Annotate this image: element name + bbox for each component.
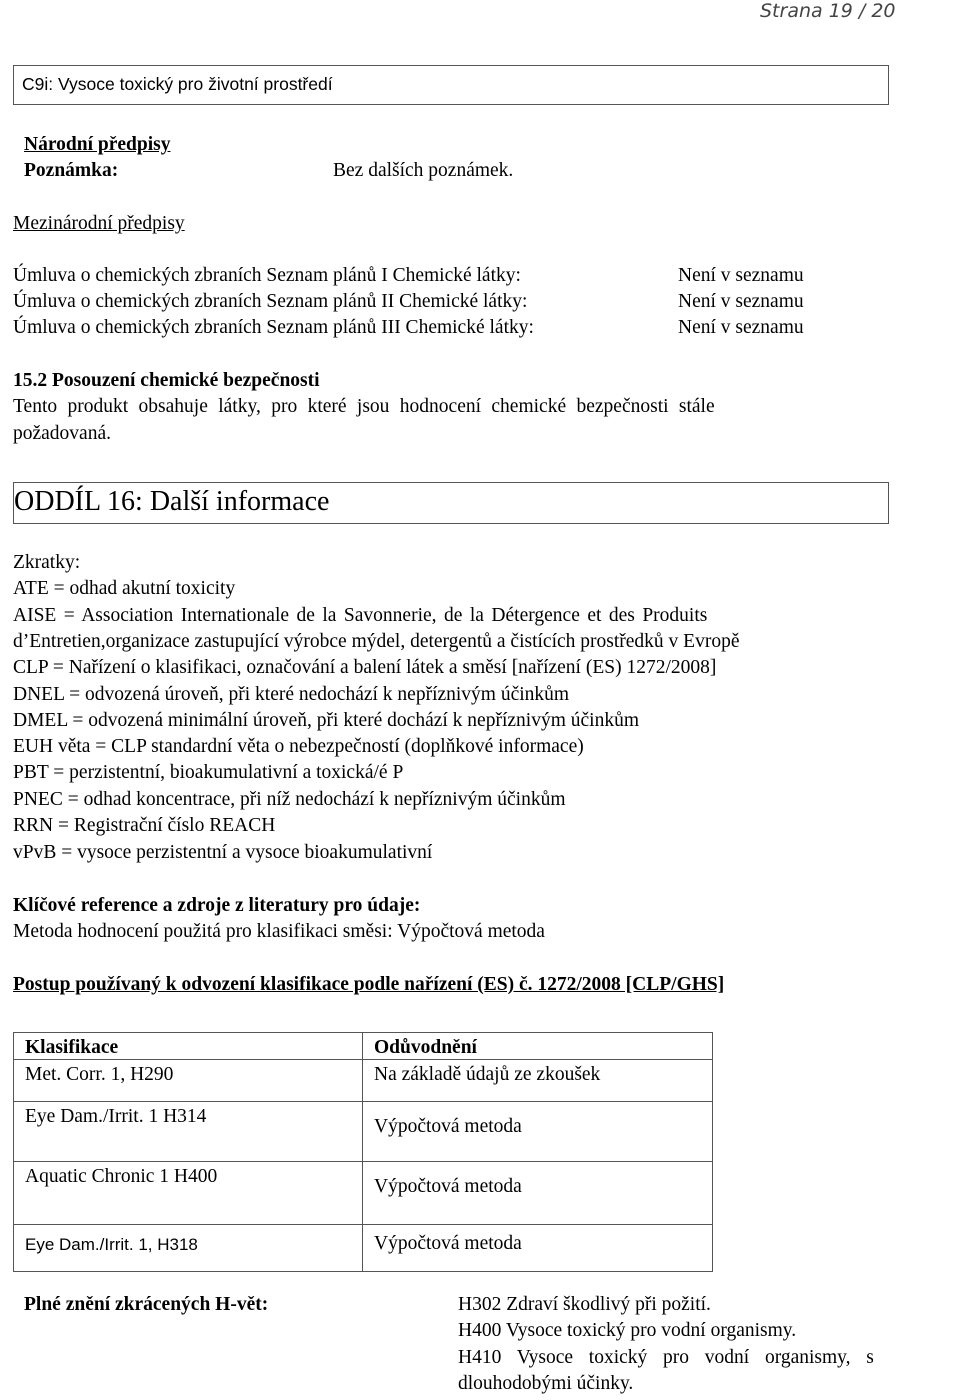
abbr-line: vPvB = vysoce perzistentní a vysoce bioakumulativní	[13, 842, 433, 863]
h-phrase-line: H410 Vysoce toxický pro vodní organismy, s	[458, 1347, 874, 1368]
safety-text-line1: Tento produkt obsahuje látky, pro které jsou hodnocení chemické bezpečnosti stále	[13, 396, 715, 417]
references-heading: Klíčové reference a zdroje z literatury pro údaje:	[13, 895, 421, 916]
classification-cell: Aquatic Chronic 1 H400	[25, 1166, 218, 1187]
safety-heading: 15.2 Posouzení chemické bezpečnosti	[13, 370, 320, 391]
abbr-line: d’Entretien,organizace zastupující výrobce mýdel, detergentů a čistících prostředků v Evropě	[13, 631, 740, 652]
international-heading: Mezinárodní předpisy	[13, 213, 185, 234]
abbr-line: PBT = perzistentní, bioakumulativní a toxická/é P	[13, 762, 404, 783]
page-number: Strana 19 / 20	[760, 0, 896, 22]
classification-table	[13, 1032, 713, 1272]
references-text: Metoda hodnocení použitá pro klasifikaci směsi: Výpočtová metoda	[13, 921, 545, 942]
classification-cell: Eye Dam./Irrit. 1, H318	[25, 1235, 198, 1254]
safety-text-line2: požadovaná.	[13, 423, 111, 444]
abbr-line: RRN = Registrační číslo REACH	[13, 815, 276, 836]
table-row	[14, 1162, 713, 1225]
h-phrases-label: Plné znění zkrácených H-vět:	[24, 1294, 269, 1315]
note-label: Poznámka:	[24, 160, 119, 181]
note-value: Bez dalších poznámek.	[333, 160, 514, 181]
classification-cell: Met. Corr. 1, H290	[25, 1064, 174, 1085]
cwc-schedule-1-label: Úmluva o chemických zbraních Seznam plánů I Chemické látky:	[13, 265, 521, 286]
h-phrase-line: H302 Zdraví škodlivý při požití.	[458, 1294, 711, 1315]
abbr-line: AISE = Association Internationale de la Savonnerie, de la Détergence et des Produits	[13, 605, 708, 626]
classification-header: Klasifikace	[25, 1037, 119, 1058]
cwc-schedule-2-value: Není v seznamu	[678, 291, 804, 312]
reason-cell: Výpočtová metoda	[374, 1233, 522, 1254]
hazard-text: C9i: Vysoce toxický pro životní prostředí	[22, 74, 333, 94]
h-phrase-line: H400 Vysoce toxický pro vodní organismy.	[458, 1320, 797, 1341]
cwc-schedule-3-label: Úmluva o chemických zbraních Seznam plánů III Chemické látky:	[13, 317, 534, 338]
table-row	[14, 1060, 713, 1102]
reason-cell: Na základě údajů ze zkoušek	[374, 1064, 601, 1085]
abbr-line: CLP = Nařízení o klasifikaci, označování a balení látek a směsí [nařízení (ES) 1272/2008]	[13, 657, 717, 678]
abbr-line: PNEC = odhad koncentrace, při níž nedochází k nepříznivým účinkům	[13, 789, 566, 810]
section-16-title: ODDÍL 16: Další informace	[14, 486, 330, 517]
table-row	[14, 1102, 713, 1162]
reason-header: Odůvodnění	[374, 1037, 477, 1058]
abbr-line: DMEL = odvozená minimální úroveň, při které dochází k nepříznivým účinkům	[13, 710, 639, 731]
classification-cell: Eye Dam./Irrit. 1 H314	[25, 1106, 207, 1127]
table-row	[14, 1225, 713, 1272]
h-phrase-line: dlouhodobými účinky.	[458, 1373, 634, 1394]
cwc-schedule-3-value: Není v seznamu	[678, 317, 804, 338]
reason-cell: Výpočtová metoda	[374, 1116, 522, 1137]
cwc-schedule-1-value: Není v seznamu	[678, 265, 804, 286]
cwc-schedule-2-label: Úmluva o chemických zbraních Seznam plánů II Chemické látky:	[13, 291, 528, 312]
national-heading: Národní předpisy	[24, 134, 171, 155]
abbr-line: EUH věta = CLP standardní věta o nebezpečností (doplňkové informace)	[13, 736, 584, 757]
procedure-heading: Postup používaný k odvození klasifikace podle nařízení (ES) č. 1272/2008 [CLP/GHS]	[13, 974, 725, 995]
abbr-line: DNEL = odvozená úroveň, při které nedochází k nepříznivým účinkům	[13, 684, 570, 705]
table-header-row	[14, 1033, 713, 1060]
reason-cell: Výpočtová metoda	[374, 1176, 522, 1197]
abbr-line: ATE = odhad akutní toxicity	[13, 578, 236, 599]
abbreviations-heading: Zkratky:	[13, 552, 81, 573]
